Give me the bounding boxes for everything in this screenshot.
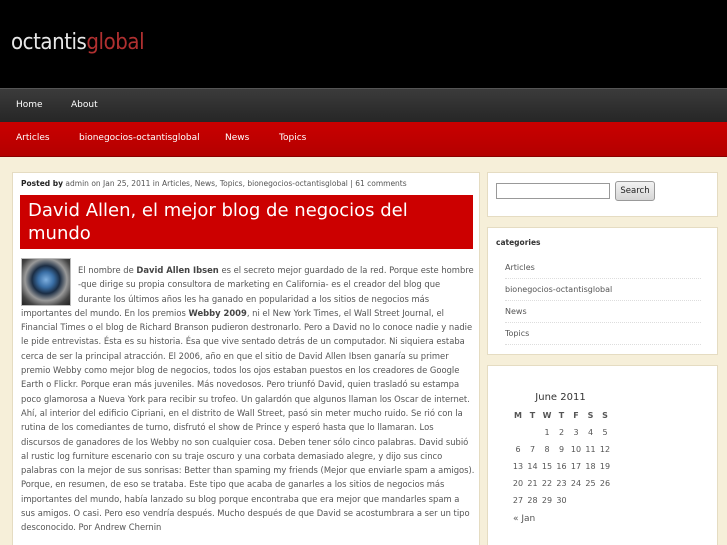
search-widget — [487, 172, 718, 217]
calendar-day: 22 — [541, 479, 553, 488]
post-category-link[interactable]: Topics — [219, 179, 243, 188]
post-author-link[interactable]: admin — [65, 179, 89, 188]
search-input[interactable] — [496, 183, 610, 199]
nav-articles[interactable]: Articles — [16, 133, 50, 143]
nav-home[interactable]: Home — [16, 100, 43, 110]
posted-by-label: Posted by — [21, 179, 64, 188]
calendar-day: 26 — [599, 479, 611, 488]
post-body-text: El nombre de — [78, 265, 137, 275]
calendar-prev-month-link[interactable]: « Jan — [513, 514, 536, 524]
nav-topics[interactable]: Topics — [279, 133, 307, 143]
post-body — [21, 263, 475, 535]
calendar-day: 11 — [585, 445, 596, 454]
calendar-day: 18 — [585, 462, 596, 471]
category-link-news[interactable]: News — [505, 301, 701, 323]
category-link-topics[interactable]: Topics — [505, 323, 701, 345]
calendar-day: 15 — [541, 462, 553, 471]
post-category-link[interactable]: bionegocios-octantisglobal — [247, 179, 348, 188]
categories-widget — [487, 227, 718, 355]
calendar-day: 14 — [527, 462, 538, 471]
calendar-day: 1 — [544, 428, 550, 437]
site-header — [0, 0, 727, 88]
primary-nav — [0, 88, 727, 122]
calendar-day: 29 — [541, 496, 553, 505]
post-comments-link[interactable]: 61 comments — [355, 179, 407, 188]
calendar-day: 25 — [585, 479, 596, 488]
calendar-day: 6 — [515, 445, 521, 454]
post-date: on Jan 25, 2011 in — [91, 179, 160, 188]
calendar-weekday: F — [573, 411, 579, 420]
calendar-day: 9 — [558, 445, 565, 454]
calendar-day: 16 — [556, 462, 567, 471]
categories-heading: categories — [496, 238, 541, 247]
post-title-box — [20, 195, 473, 249]
calendar-day: 4 — [587, 428, 594, 437]
calendar-day: 10 — [570, 445, 582, 454]
calendar-day: 2 — [558, 428, 565, 437]
calendar-day: 23 — [556, 479, 567, 488]
calendar-day: 27 — [512, 496, 524, 505]
calendar-weekday: S — [602, 411, 608, 420]
logo-part-1: octantis — [11, 30, 87, 55]
category-link-articles[interactable]: Articles — [505, 257, 701, 279]
post-meta: Posted by admin on Jan 25, 2011 in Articles, News, Topics, bionegocios-octantisglobal | 61 comments — [21, 179, 407, 188]
calendar-weekday: M — [514, 411, 522, 420]
calendar-widget — [487, 365, 718, 545]
post-category-link[interactable]: News — [194, 179, 216, 188]
calendar-day: 12 — [599, 445, 611, 454]
calendar-weekday: T — [558, 411, 565, 420]
post-body-bold: David Allen Ibsen — [136, 265, 219, 275]
calendar-weekday: T — [529, 411, 536, 420]
calendar-day: 3 — [573, 428, 579, 437]
calendar-day: 21 — [527, 479, 538, 488]
calendar-day: 13 — [512, 462, 524, 471]
calendar-weekday: W — [542, 411, 552, 420]
blog-post — [12, 172, 480, 545]
logo-part-2: global — [86, 30, 145, 55]
search-button[interactable]: Search — [615, 181, 655, 201]
calendar-day: 30 — [556, 496, 567, 505]
nav-bionegocios[interactable]: bionegocios-octantisglobal — [79, 133, 200, 143]
calendar-day: 5 — [602, 428, 608, 437]
post-title[interactable]: David Allen, el mejor blog de negocios del mundo — [28, 200, 408, 244]
post-category-link[interactable]: Articles — [162, 179, 190, 188]
nav-news[interactable]: News — [225, 133, 250, 143]
post-body-text: es el secreto mejor guardado de la red. Porque este hombre -que dirige su propia consultora de marketing en California- es el creador del blog que durante los últimos años les ha ganado en popularidad a los sitios de negocios más importantes del mundo. En los premios — [21, 265, 474, 318]
calendar-day: 8 — [544, 445, 550, 454]
calendar-day: 7 — [529, 445, 536, 454]
post-body-bold: Webby 2009 — [188, 307, 247, 318]
calendar-day: 20 — [512, 479, 524, 488]
category-nav — [0, 122, 727, 157]
calendar-day: 19 — [599, 462, 611, 471]
site-logo[interactable] — [11, 30, 144, 55]
post-body-text: , ni el New York Times, el Wall Street Journal, el Financial Times o el blog de Richard Branson pudieron destronarlo. Pero a David no lo conoce nadie y nadie le pide entrevistas. Ésta es su historia. Ésa que vive sentado detrás de un computador. Ni siquiera estaba cerca de ser la principal atracción. El 2006, año en que el sitio de David Allen Ibsen ganaría su primer premio Webby como mejor blog de negocios, todos los ojos estaban puestos en los creadores de Google Earth o Flickr. Porque eran más juveniles. Más novedosos. Pero triunfó David, quien trasladó su estampa poco glamorosa a Nueva York para recibir su trofeo. Un galardón que algunos llaman los Oscar de internet. Ahí, al interior del edificio Cipriani, en el distrito de Wall Street, pasó sin meter mucho ruido. Se rió con la rutina de los comediantes de turno, disfrutó el show de Prince y esperó hasta que lo llamaran. Los discursos de ganadores de los Webby no son cualquier cosa. Deben tener sólo cinco palabras. David subió al rustic log furniture escenario con su traje oscuro y una corbata demasiado alegre, y dijo sus cinco palabras con la mejor de sus sonrisas: Better than spaming my friends (Mejor que enviarle spam a amigos). Porque, en resumen, de eso se trataba. Este tipo que acaba de ganarles a los sitios de negocios más importantes del mundo, había lanzado su blog porque encontraba que era mejor que mandarles spam a sus amigos. O casi. Pero eso vendría después. Mucho después de que David se acostumbrara a ser un tipo desconocido. Por Andrew Chernin — [21, 307, 475, 533]
calendar-weekday: S — [587, 411, 594, 420]
calendar-caption: June 2011 — [535, 392, 586, 403]
nav-about[interactable]: About — [71, 100, 98, 110]
calendar-day: 17 — [570, 462, 582, 471]
category-link-bionegocios[interactable]: bionegocios-octantisglobal — [505, 279, 701, 301]
calendar-day: 24 — [570, 479, 582, 488]
calendar-day: 28 — [527, 496, 538, 505]
